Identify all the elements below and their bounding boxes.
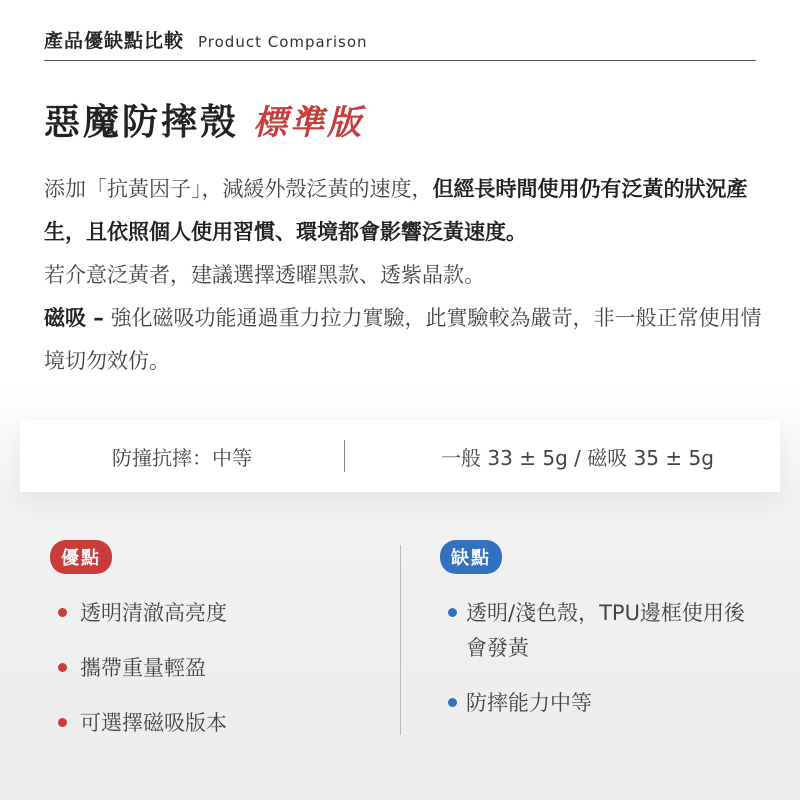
pros-column: [50, 540, 380, 761]
description-paragraph-3: [44, 297, 768, 383]
list-item: [50, 596, 380, 651]
desc-p3-normal: 強化磁吸功能通過重力拉力實驗，此實驗較為嚴苛，非一般正常使用情境切勿效仿。: [44, 306, 762, 373]
bullet-dot-icon: [448, 608, 457, 617]
header-title-zh: 產品優缺點比較: [44, 30, 185, 52]
cons-item-label: 透明/淺色殼，TPU邊框使用後會發黃: [466, 601, 745, 660]
cons-item-label: 防摔能力中等: [466, 691, 592, 715]
pros-list: [50, 596, 380, 761]
spec-protection: 防撞抗摔：中等: [112, 445, 252, 470]
pros-tag: 優點: [50, 540, 112, 574]
bullet-dot-icon: [58, 663, 67, 672]
description-paragraph-2: 若介意泛黃者，建議選擇透曜黑款、透紫晶款。: [44, 263, 485, 287]
bullet-dot-icon: [448, 698, 457, 707]
pros-item-label: 可選擇磁吸版本: [80, 711, 227, 735]
description-paragraph-1: [44, 168, 768, 254]
bullet-dot-icon: [58, 608, 67, 617]
pros-item-label: 透明清澈高亮度: [80, 601, 227, 625]
desc-p1-bold: 但經長時間使用仍有泛黃的狀況產生，且依照個人使用習慣、環境都會影響泛黃速度。: [44, 177, 748, 244]
cons-column: [440, 540, 760, 741]
section-header: [44, 26, 756, 61]
column-divider: [400, 545, 401, 735]
spec-weight: 一般 33 ± 5g / 磁吸 35 ± 5g: [441, 445, 714, 470]
pros-item-label: 攜帶重量輕盈: [80, 656, 206, 680]
list-item: [50, 651, 380, 706]
list-item: [440, 686, 760, 721]
list-item: [50, 706, 380, 761]
bullet-dot-icon: [58, 718, 67, 727]
cons-list: [440, 596, 760, 721]
desc-p1-normal: 添加「抗黃因子」，減緩外殼泛黃的速度，: [44, 177, 433, 201]
product-edition: 標準版: [253, 103, 365, 143]
desc-p3-bold: 磁吸 –: [44, 306, 104, 330]
spec-bar: [20, 420, 780, 492]
product-title: [44, 94, 364, 145]
product-description: [44, 168, 768, 383]
cons-tag: 缺點: [440, 540, 502, 574]
list-item: [440, 596, 760, 666]
header-title-en: Product Comparison: [198, 33, 368, 51]
product-name: 惡魔防摔殼: [44, 102, 240, 143]
